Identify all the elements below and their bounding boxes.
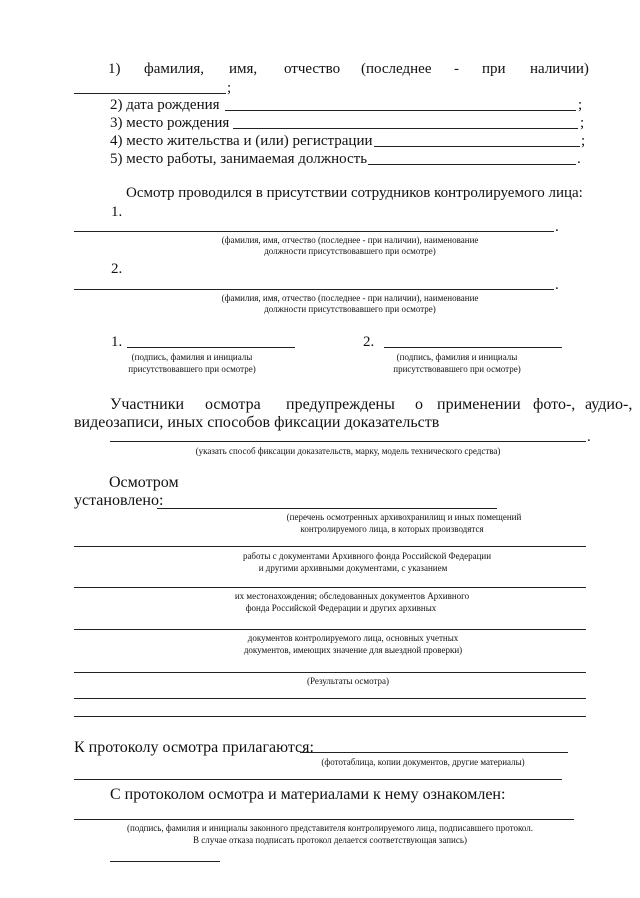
results-caption: (Результаты осмотра) [306, 676, 390, 686]
item-1-word: (последнее [361, 61, 432, 77]
findings-caption: их местонахождения; обследованных документов Архивного [234, 591, 470, 601]
findings-line [74, 587, 586, 588]
findings-caption: документов, имеющих значение для выездной проверки) [243, 645, 463, 655]
item-4-semicolon: ; [581, 133, 586, 149]
presence-number-1: 1. [111, 204, 123, 220]
attachments-caption: (фототаблица, копии документов, другие материалы) [321, 757, 525, 767]
item-1-word: отчество [284, 61, 341, 77]
item-1-number: 1) [108, 61, 121, 77]
findings-label: Осмотром [109, 474, 179, 491]
birth-date-label: 2) дата рождения [110, 97, 220, 113]
presence-heading: Осмотр проводился в присутствии сотрудников контролируемого лица: [126, 185, 583, 201]
fixation-method-line [110, 441, 586, 442]
item-1-word: при [482, 61, 506, 77]
results-line [74, 698, 586, 699]
results-line [74, 716, 586, 717]
signature-2-caption: присутствовавшего при осмотре) [393, 364, 521, 374]
birth-date-line [225, 110, 576, 111]
residence-label: 4) место жительства и (или) регистрации [110, 133, 373, 149]
presence-2-line [74, 289, 554, 290]
item-1-word: фамилия, [144, 61, 205, 77]
warning-word: осмотра [205, 396, 261, 413]
item-1-word: - [454, 61, 459, 77]
warning-word: применении [437, 396, 521, 413]
signature-2-line [384, 347, 562, 348]
warning-word: аудио-, [585, 396, 633, 413]
findings-line [157, 508, 497, 509]
presence-number-2: 2. [111, 261, 123, 277]
name-fill-line [74, 93, 226, 94]
item-2-semicolon: ; [578, 97, 583, 113]
findings-caption: документов контролируемого лица, основных учетных [247, 633, 459, 643]
warning-word: предупреждены [286, 396, 395, 413]
findings-line [74, 629, 586, 630]
warning-word: фото-, [533, 396, 576, 413]
signature-1-caption: присутствовавшего при осмотре) [128, 364, 256, 374]
residence-line [374, 146, 580, 147]
acquaint-caption: В случае отказа подписать протокол делается соответствующая запись) [193, 835, 467, 845]
acquaint-line [74, 819, 574, 820]
attachments-line [300, 752, 568, 753]
presence-2-caption: (фамилия, имя, отчество (последнее - при наличии), наименование [221, 293, 479, 303]
fixation-dot: . [587, 429, 591, 445]
findings-caption: контролируемого лица, в которых производятся [300, 524, 484, 534]
signature-1-line [127, 347, 295, 348]
presence-1-dot: . [555, 219, 559, 235]
signature-2-caption: (подпись, фамилия и инициалы [396, 352, 518, 362]
presence-1-caption: (фамилия, имя, отчество (последнее - при наличии), наименование [221, 235, 479, 245]
birth-place-line [233, 128, 578, 129]
warning-word: Участники [110, 396, 185, 413]
warning-word: о [415, 396, 423, 413]
findings-caption: работы с документами Архивного фонда Российской Федерации [242, 551, 492, 561]
workplace-label: 5) место работы, занимаемая должность [110, 151, 368, 167]
signature-1-caption: (подпись, фамилия и инициалы [131, 352, 253, 362]
attachments-line [74, 779, 562, 780]
final-signature-line [110, 861, 220, 862]
birth-place-label: 3) место рождения [110, 115, 230, 131]
item-1-semicolon: ; [227, 80, 232, 96]
findings-line [74, 672, 586, 673]
acquaint-caption: (подпись, фамилия и инициалы законного представителя контролируемого лица, подписавшего протокол. [127, 823, 533, 833]
presence-2-caption: должности присутствовавшего при осмотре) [264, 304, 436, 314]
item-3-semicolon: ; [580, 115, 585, 131]
warning-line-2: видеозаписи, иных способов фиксации доказательств [74, 414, 440, 431]
presence-2-dot: . [555, 277, 559, 293]
fixation-caption: (указать способ фиксации доказательств, марку, модель технического средства) [195, 446, 501, 456]
item-5-dot: . [577, 151, 581, 167]
findings-caption: и другими архивными документами, с указанием [258, 563, 448, 573]
item-1-word: наличии) [530, 61, 589, 77]
acquaint-label: С протоколом осмотра и материалами к нему ознакомлен: [110, 786, 506, 803]
signature-number-2: 2. [363, 334, 375, 350]
findings-label: установлено: [74, 492, 164, 509]
workplace-line [368, 164, 576, 165]
findings-caption: фонда Российской Федерации и других архивных [245, 603, 437, 613]
attachments-label: К протоколу осмотра прилагаются: [74, 739, 314, 756]
signature-number-1: 1. [111, 334, 123, 350]
findings-line [74, 546, 586, 547]
item-1-word: имя, [229, 61, 258, 77]
presence-1-line [74, 231, 554, 232]
presence-1-caption: должности присутствовавшего при осмотре) [264, 246, 436, 256]
findings-caption: (перечень осмотренных архивохранилищ и иных помещений [286, 512, 522, 522]
